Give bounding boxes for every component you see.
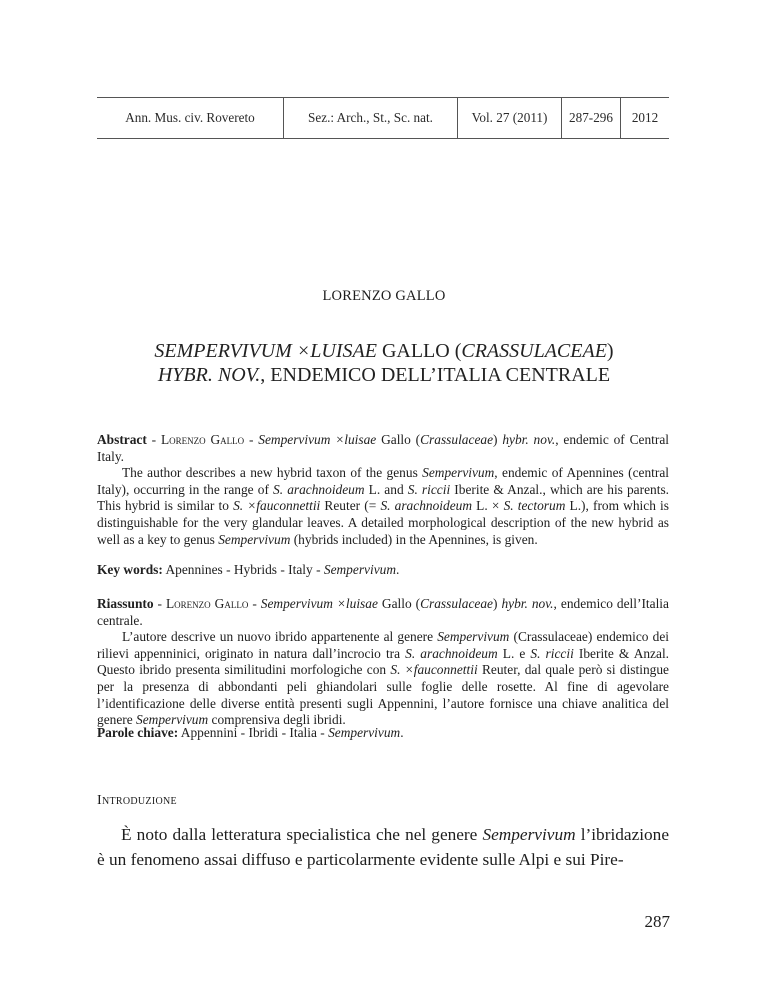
key-words-label: Key words: [97,562,163,577]
parole-chiave: Parole chiave: Appennini - Ibridi - Italia - Sempervivum. [97,725,404,740]
introduction-paragraph: È noto dalla letteratura specialistica che nel genere Sempervivum l’ibridazione è un fenomeno assai diffuso e particolarmente evidente sulle Alpi e sui Pire- [97,825,669,869]
abstract-body: The author describes a new hybrid taxon of the genus Sempervivum, endemic of Apennines (central Italy), occurring in the range of S. arachnoideum L. and S. riccii Iberite & Anzal., which are his parents. This hybrid is similar to S. ×fauconnettii Reuter (= S. arachnoideum L. × S. tectorum L.), from which is distinguishable for the very glandular leaves. A detailed morphological description of the new hybrid as well as a key to genus Sempervivum (hybrids included) in the Apennines, is given. [97,465,670,547]
title-hybr-nov: HYBR. NOV. [157,364,261,386]
abstract [97,432,669,548]
journal-name: Ann. Mus. civ. Rovereto [125,110,255,125]
riassunto [97,596,669,729]
title-family: CRASSULACEAE [461,340,607,362]
abstract-label: Abstract [97,432,147,447]
title-subtitle: , ENDEMICO DELL’ITALIA CENTRALE [260,364,611,386]
riassunto-label: Riassunto [97,596,154,611]
abstract-author: Lorenzo Gallo [160,432,245,447]
article-title-line-2 [0,364,768,387]
volume-info: Vol. 27 (2011) [471,110,548,125]
article-title-line-1: SEMPERVIVUM ×LUISAE GALLO (CRASSULACEAE) [154,340,614,362]
riassunto-body: L’autore descrive un nuovo ibrido appartenente al genere Sempervivum (Crassulaceae) endemico dei rilievi appenninici, originato in natura dall’incrocio tra S. arachnoideum L. e S. riccii Iberite & Anzal. Questo ibrido presenta similitudini morfologiche con S. ×fauconnettii Reuter, dal quale però si distingue per la presenza di abbondanti peli ghiandolari sulle foglie delle rosette. Al fine di agevolare l’identificazione delle diverse entità presenti sugli Appennini, l’autore fornisce una chiave analitica del genere Sempervivum comprensiva degli ibridi. [97,629,670,728]
title-authority: GALLO ( [376,340,462,362]
section-heading-introduzione: Introduzione [97,793,177,808]
riassunto-heading: Riassunto - Lorenzo Gallo - Sempervivum ×luisae Gallo (Crassulaceae) hybr. nov., endemico dell’Italia centrale. [97,596,669,628]
abstract-heading: Abstract - Lorenzo Gallo - Sempervivum ×luisae Gallo (Crassulaceae) hybr. nov., endemic of Central Italy. [97,432,670,464]
title-hybrid-epithet: ×LUISAE [296,340,377,362]
riassunto-author: Lorenzo Gallo [166,596,249,611]
publication-year: 2012 [631,110,659,125]
journal-header-table [97,97,669,139]
page-number: 287 [644,912,670,931]
page-range: 287-296 [569,110,613,125]
title-genus: SEMPERVIVUM [154,340,292,362]
key-words: Key words: Apennines - Hybrids - Italy - Sempervivum. [97,562,400,577]
journal-section: Sez.: Arch., St., Sc. nat. [308,110,433,125]
author-name: LORENZO GALLO [322,288,446,304]
parole-chiave-label: Parole chiave: [97,725,179,740]
